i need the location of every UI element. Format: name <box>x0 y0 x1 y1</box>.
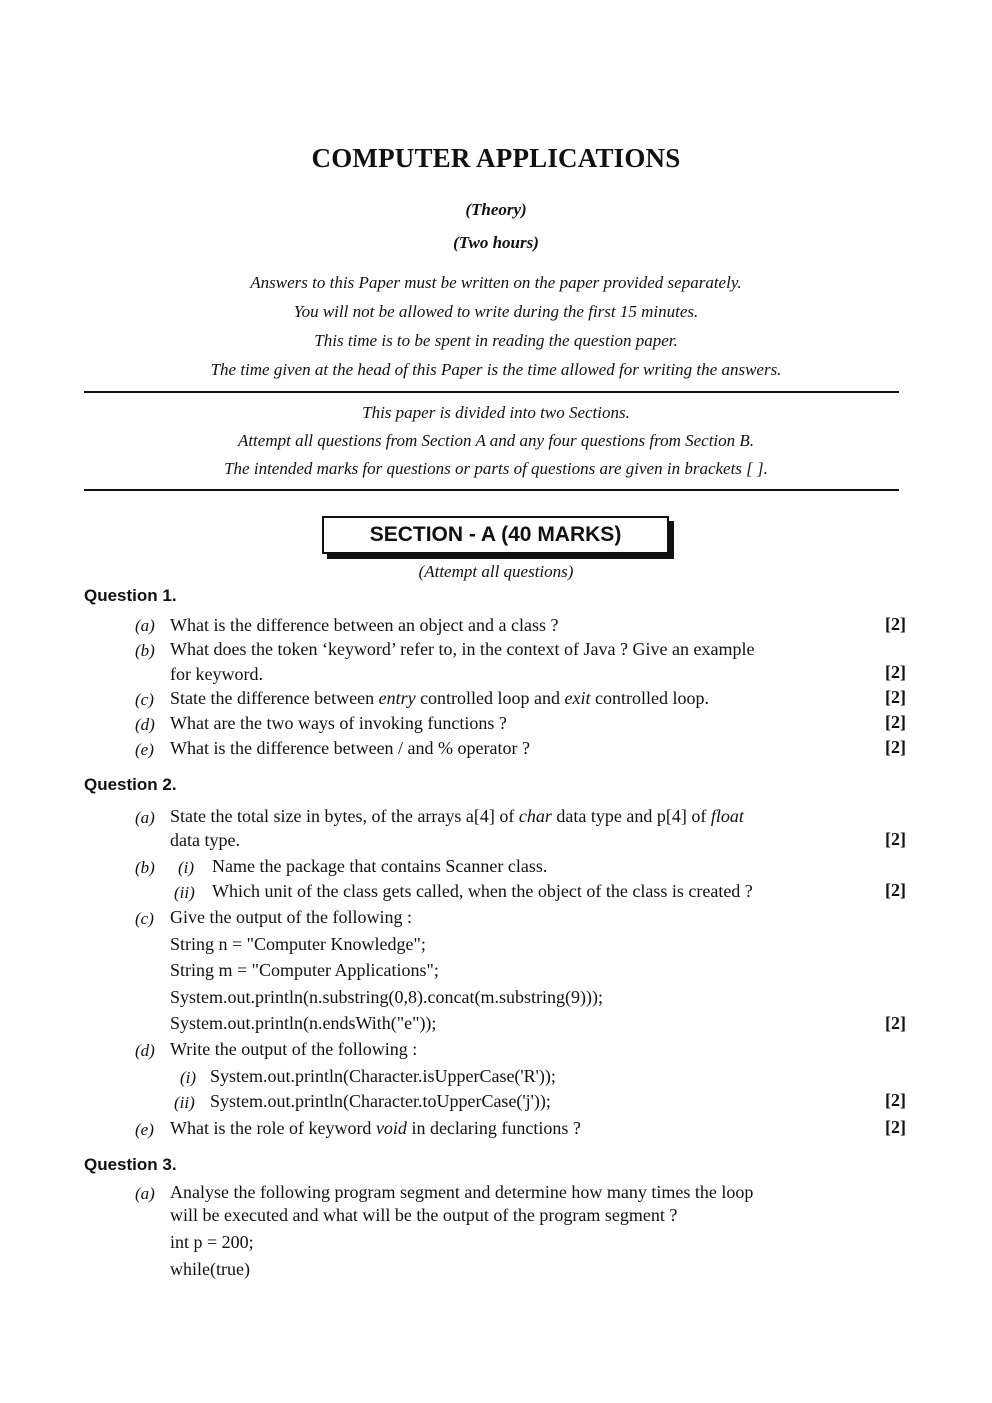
q1b-text: What does the token ‘keyword’ refer to, in the context of Java ? Give an example <box>170 639 755 659</box>
q3a-text: Analyse the following program segment and determine how many times the loop <box>170 1182 754 1202</box>
q2e-label: (e) <box>135 1120 154 1139</box>
divider <box>84 391 899 393</box>
q1b-marks: [2] <box>885 662 906 682</box>
question-2-heading: Question 2. <box>84 775 177 794</box>
q2d-i-label: (i) <box>180 1068 197 1087</box>
q1a-text: What is the difference between an object and a class ? <box>170 615 559 635</box>
q3a-label: (a) <box>135 1184 155 1203</box>
q2a-label: (a) <box>135 808 155 827</box>
q1e-text: What is the difference between / and % operator ? <box>170 738 530 758</box>
divider <box>84 489 899 491</box>
q2a-marks: [2] <box>885 829 906 849</box>
q2c-label: (c) <box>135 909 154 928</box>
q1b-text-cont: for keyword. <box>170 664 263 684</box>
q1e-marks: [2] <box>885 737 906 757</box>
q2c-code-line: String n = "Computer Knowledge"; <box>170 934 426 954</box>
q1a-label: (a) <box>135 616 155 635</box>
q2c-code-line: String m = "Computer Applications"; <box>170 960 439 980</box>
section-a-note: (Attempt all questions) <box>418 562 574 581</box>
q2d-ii-code: System.out.println(Character.toUpperCase('j')); <box>210 1091 551 1111</box>
q2b-ii-label: (ii) <box>174 883 195 902</box>
instruction-line: Answers to this Paper must be written on the paper provided separately. <box>250 273 742 292</box>
q2b-ii-text: Which unit of the class gets called, when the object of the class is created ? <box>212 881 753 901</box>
q2c-code-line: System.out.println(n.endsWith("e")); <box>170 1013 437 1033</box>
q3a-text-cont: will be executed and what will be the output of the program segment ? <box>170 1205 678 1225</box>
q2b-label: (b) <box>135 858 155 877</box>
q1d-text: What are the two ways of invoking functions ? <box>170 713 507 733</box>
q2a-text: State the total size in bytes, of the arrays a[4] of char data type and p[4] of float <box>170 806 744 826</box>
paper-info-line: This paper is divided into two Sections. <box>362 403 630 422</box>
q2d-text: Write the output of the following : <box>170 1039 418 1059</box>
paper-title: COMPUTER APPLICATIONS <box>311 143 681 173</box>
q2e-text: What is the role of keyword void in declaring functions ? <box>170 1118 581 1138</box>
question-1-heading: Question 1. <box>84 586 177 605</box>
q2b-i-label: (i) <box>178 858 195 877</box>
instruction-line: You will not be allowed to write during the first 15 minutes. <box>293 302 699 321</box>
paper-subtitle-theory: (Theory) <box>465 200 527 219</box>
q2b-i-text: Name the package that contains Scanner class. <box>212 856 548 876</box>
q2d-i-code: System.out.println(Character.isUpperCase('R')); <box>210 1066 556 1086</box>
paper-duration: (Two hours) <box>453 233 539 252</box>
q2c-text: Give the output of the following : <box>170 907 412 927</box>
q1b-label: (b) <box>135 641 155 660</box>
question-3-heading: Question 3. <box>84 1155 177 1174</box>
q2c-marks: [2] <box>885 1013 906 1033</box>
q2d-ii-label: (ii) <box>174 1093 195 1112</box>
q1a-marks: [2] <box>885 614 906 634</box>
paper-info-line: The intended marks for questions or parts of questions are given in brackets [ ]. <box>224 459 768 478</box>
paper-info-line: Attempt all questions from Section A and any four questions from Section B. <box>237 431 755 450</box>
q2c-code-line: System.out.println(n.substring(0,8).concat(m.substring(9))); <box>170 987 603 1007</box>
q2b-marks: [2] <box>885 880 906 900</box>
q1d-marks: [2] <box>885 712 906 732</box>
section-a-heading: SECTION - A (40 MARKS) <box>322 516 669 554</box>
q1c-text: State the difference between entry controlled loop and exit controlled loop. <box>170 688 709 708</box>
q2e-marks: [2] <box>885 1117 906 1137</box>
q3a-code-line: while(true) <box>170 1259 250 1279</box>
q1c-marks: [2] <box>885 687 906 707</box>
q1c-label: (c) <box>135 690 154 709</box>
instruction-line: This time is to be spent in reading the question paper. <box>314 331 678 350</box>
q1d-label: (d) <box>135 715 155 734</box>
instruction-line: The time given at the head of this Paper is the time allowed for writing the answers. <box>210 360 782 379</box>
q2d-marks: [2] <box>885 1090 906 1110</box>
q1e-label: (e) <box>135 740 154 759</box>
q3a-code-line: int p = 200; <box>170 1232 254 1252</box>
q2d-label: (d) <box>135 1041 155 1060</box>
q2a-text-cont: data type. <box>170 830 240 850</box>
